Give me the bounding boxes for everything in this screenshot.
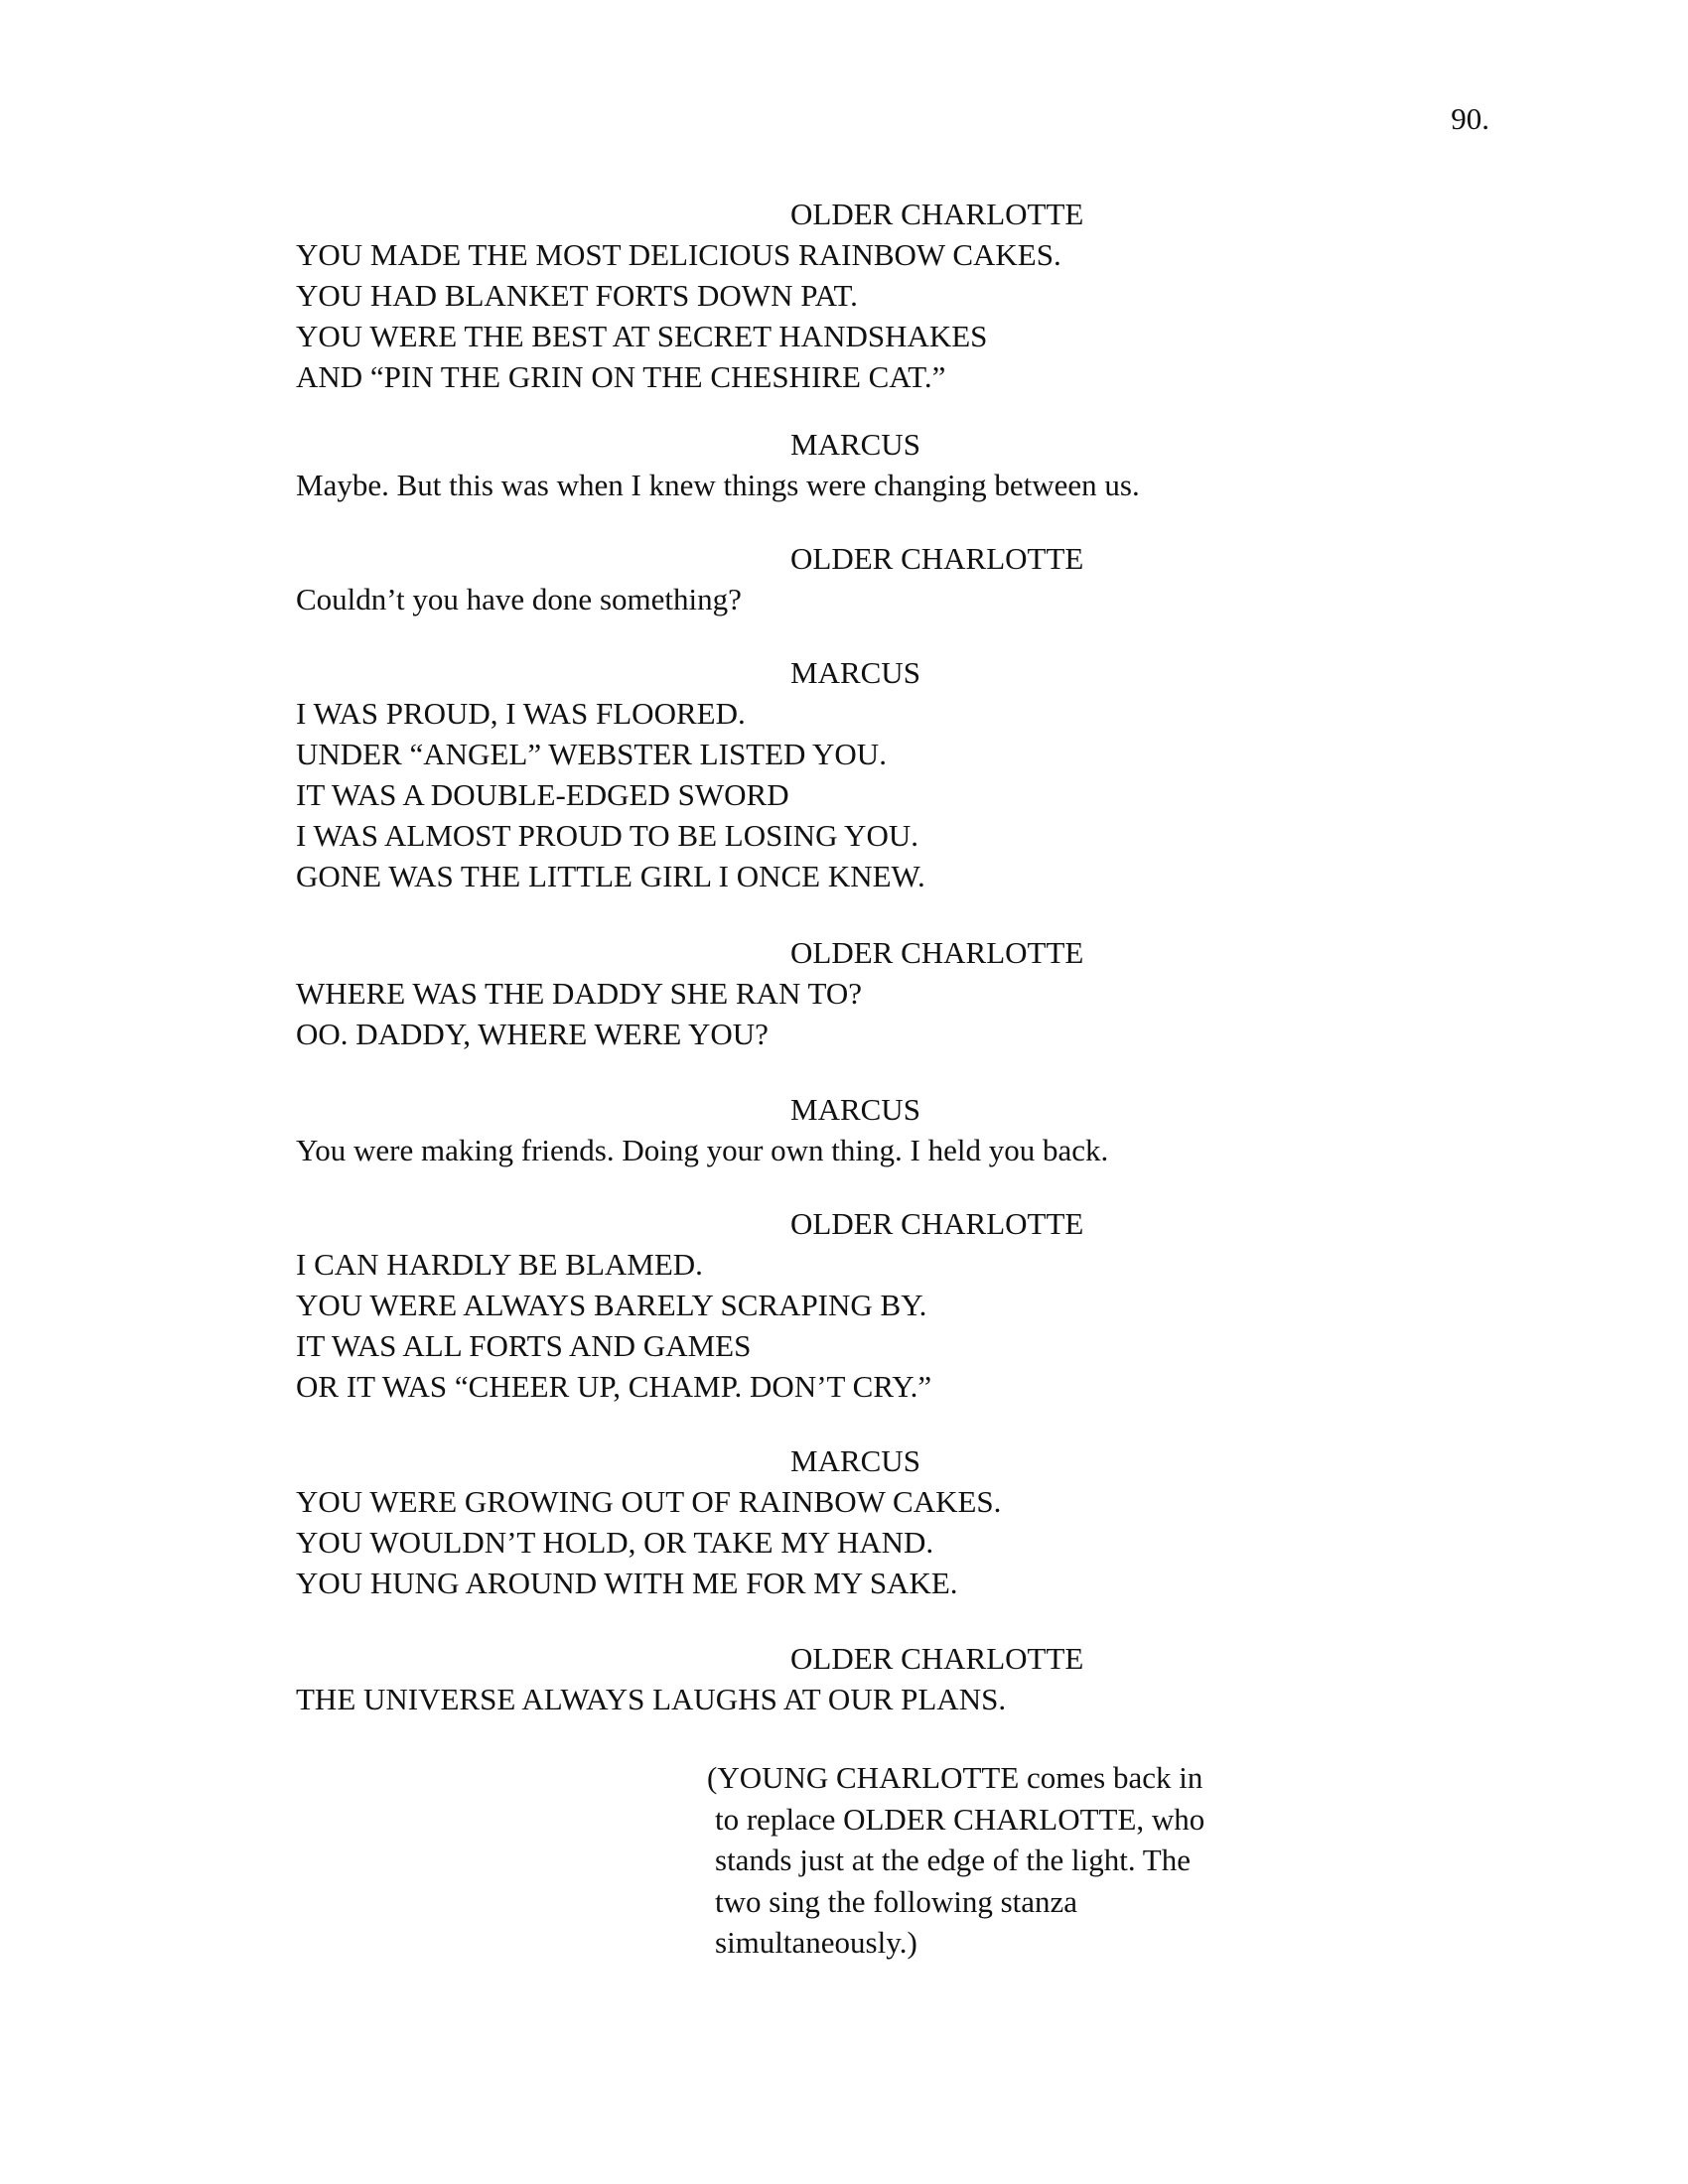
dialogue-line: AND “PIN THE GRIN ON THE CHESHIRE CAT.” bbox=[296, 359, 946, 394]
dialogue-line: You were making friends. Doing your own thing. I held you back. bbox=[296, 1133, 1109, 1167]
speaker-name: OLDER CHARLOTTE bbox=[790, 541, 1084, 576]
dialogue-line: YOU WERE ALWAYS BARELY SCRAPING BY. bbox=[296, 1288, 927, 1322]
dialogue-line: WHERE WAS THE DADDY SHE RAN TO? bbox=[296, 976, 863, 1011]
dialogue-line: I WAS ALMOST PROUD TO BE LOSING YOU. bbox=[296, 818, 918, 853]
speaker-name: OLDER CHARLOTTE bbox=[790, 935, 1084, 970]
stage-direction-line: stands just at the edge of the light. The bbox=[715, 1843, 1191, 1877]
dialogue-line: I CAN HARDLY BE BLAMED. bbox=[296, 1247, 703, 1282]
dialogue-line: GONE WAS THE LITTLE GIRL I ONCE KNEW. bbox=[296, 859, 925, 893]
speaker-name: OLDER CHARLOTTE bbox=[790, 1206, 1084, 1241]
dialogue-line: YOU HAD BLANKET FORTS DOWN PAT. bbox=[296, 278, 858, 313]
dialogue-block bbox=[296, 539, 1289, 619]
dialogue-line: Couldn’t you have done something? bbox=[296, 582, 742, 616]
page-number: 90. bbox=[1451, 101, 1489, 136]
dialogue-line: I WAS PROUD, I WAS FLOORED. bbox=[296, 696, 746, 731]
dialogue-block bbox=[296, 195, 1289, 397]
stage-direction-line: to replace OLDER CHARLOTTE, who bbox=[715, 1801, 1205, 1837]
dialogue-line: YOU HUNG AROUND WITH ME FOR MY SAKE. bbox=[296, 1566, 958, 1600]
dialogue-line: UNDER “ANGEL” WEBSTER LISTED YOU. bbox=[296, 737, 887, 771]
dialogue-line: OR IT WAS “CHEER UP, CHAMP. DON’T CRY.” bbox=[296, 1369, 932, 1404]
dialogue-block bbox=[296, 1204, 1289, 1407]
dialogue-line: THE UNIVERSE ALWAYS LAUGHS AT OUR PLANS. bbox=[296, 1682, 1007, 1716]
dialogue-line: IT WAS ALL FORTS AND GAMES bbox=[296, 1328, 752, 1363]
dialogue-line: YOU WERE THE BEST AT SECRET HANDSHAKES bbox=[296, 319, 988, 353]
dialogue-block bbox=[296, 653, 1289, 896]
dialogue-block bbox=[296, 1090, 1289, 1170]
stage-direction-line: (YOUNG CHARLOTTE comes back in bbox=[707, 1760, 1203, 1795]
dialogue-line: YOU WERE GROWING OUT OF RAINBOW CAKES. bbox=[296, 1484, 1002, 1519]
speaker-name: MARCUS bbox=[790, 427, 920, 462]
speaker-name: MARCUS bbox=[790, 1443, 920, 1478]
dialogue-line: YOU MADE THE MOST DELICIOUS RAINBOW CAKES. bbox=[296, 237, 1061, 272]
dialogue-line: IT WAS A DOUBLE-EDGED SWORD bbox=[296, 777, 789, 812]
speaker-name: OLDER CHARLOTTE bbox=[790, 197, 1084, 231]
speaker-name: MARCUS bbox=[790, 1092, 920, 1127]
speaker-name: OLDER CHARLOTTE bbox=[790, 1641, 1084, 1676]
dialogue-block bbox=[296, 1639, 1289, 1719]
dialogue-line: Maybe. But this was when I knew things were changing between us. bbox=[296, 468, 1140, 502]
speaker-name: MARCUS bbox=[790, 655, 920, 690]
stage-direction-line: simultaneously.) bbox=[715, 1925, 917, 1960]
dialogue-line: YOU WOULDN’T HOLD, OR TAKE MY HAND. bbox=[296, 1525, 934, 1560]
stage-direction-line: two sing the following stanza bbox=[715, 1883, 1078, 1919]
dialogue-block bbox=[296, 425, 1289, 505]
dialogue-block bbox=[296, 1441, 1289, 1603]
dialogue-line: OO. DADDY, WHERE WERE YOU? bbox=[296, 1017, 769, 1051]
dialogue-block bbox=[296, 933, 1289, 1054]
stage-direction bbox=[707, 1757, 1263, 1964]
